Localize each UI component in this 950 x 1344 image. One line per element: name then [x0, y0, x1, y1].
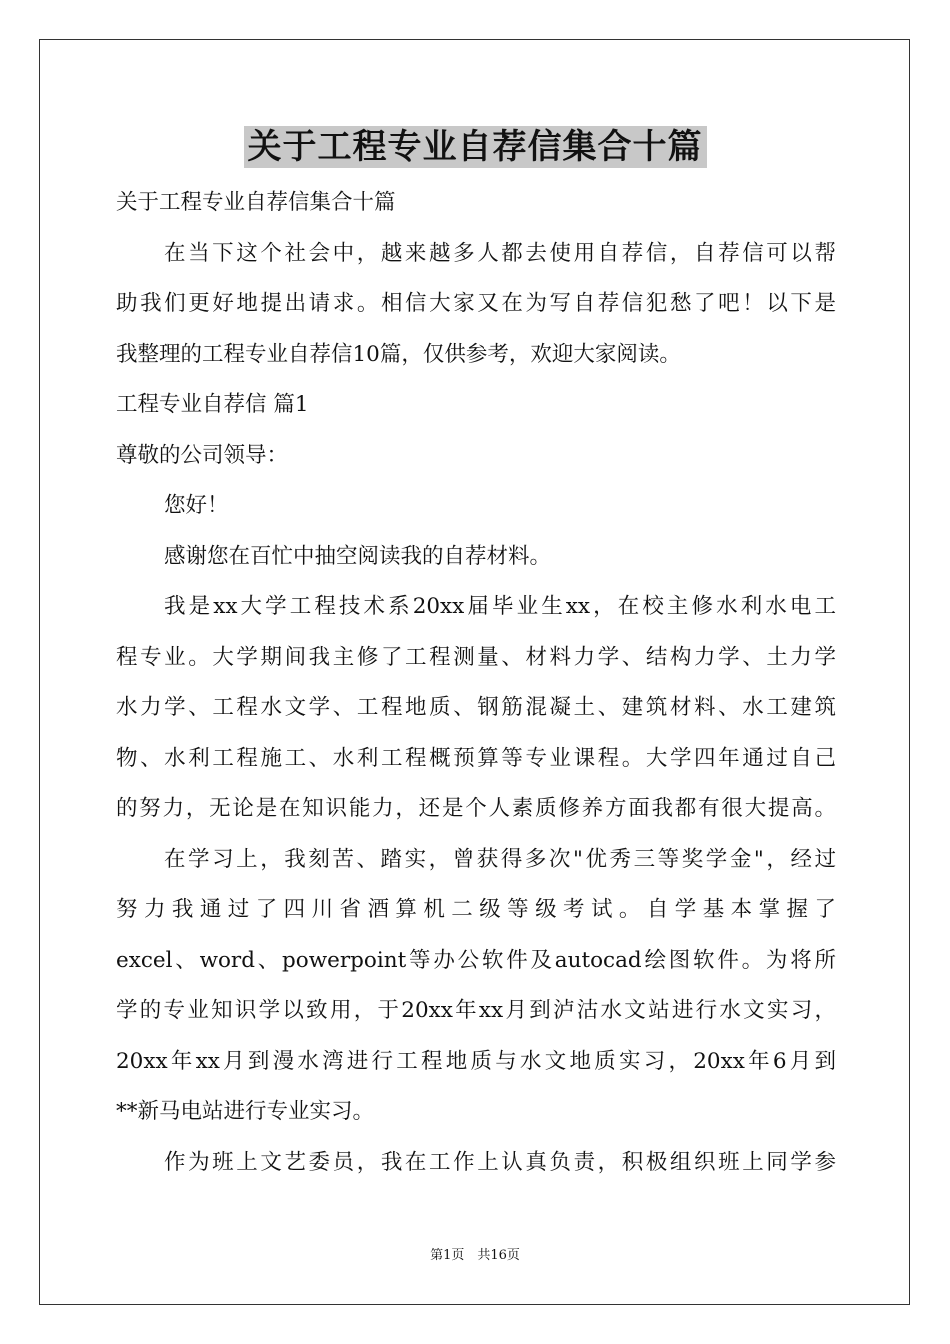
text-line: 尊敬的公司领导：: [116, 442, 289, 468]
text-line: 水力学、工程水文学、工程地质、钢筋混凝土、建筑材料、水工建筑: [116, 695, 836, 720]
text-line: 在学习上，我刻苦、踏实，曾获得多次"优秀三等奖学金"，经过: [164, 846, 836, 872]
text-line: 程专业。大学期间我主修了工程测量、材料力学、结构力学、土力学: [116, 644, 836, 670]
text-line: 作为班上文艺委员，我在工作上认真负责，积极组织班上同学参: [164, 1149, 836, 1175]
text-line: 在当下这个社会中，越来越多人都去使用自荐信，自荐信可以帮: [164, 240, 836, 266]
document-title: 关于工程专业自荐信集合十篇: [244, 126, 707, 168]
text-line: **新马电站进行专业实习。: [116, 1099, 375, 1124]
page-footer: 第1页 共16页: [430, 1248, 520, 1263]
document-body: [116, 178, 836, 1188]
text-line: 我是xx大学工程技术系20xx届毕业生xx，在校主修水利水电工: [164, 594, 836, 619]
text-line: 的努力，无论是在知识能力，还是个人素质修养方面我都有很大提高。: [116, 796, 836, 821]
text-line: 助我们更好地提出请求。相信大家又在为写自荐信犯愁了吧！以下是: [116, 291, 836, 316]
text-line: 关于工程专业自荐信集合十篇: [116, 190, 396, 215]
text-line: 学的专业知识学以致用，于20xx年xx月到泸沽水文站进行水文实习，: [116, 998, 836, 1023]
text-line: 物、水利工程施工、水利工程概预算等专业课程。大学四年通过自己: [116, 745, 836, 771]
text-line: 工程专业自荐信 篇1: [116, 392, 309, 417]
text-line: 20xx年xx月到漫水湾进行工程地质与水文地质实习，20xx年6月到: [116, 1048, 836, 1074]
text-line: 努力我通过了四川省酒算机二级等级考试。自学基本掌握了: [116, 897, 836, 922]
text-line: 感谢您在百忙中抽空阅读我的自荐材料。: [164, 543, 552, 569]
text-line: 我整理的工程专业自荐信10篇，仅供参考，欢迎大家阅读。: [116, 341, 681, 367]
text-line: excel、word、powerpoint等办公软件及autocad绘图软件。为将所: [116, 947, 836, 973]
text-line: 您好！: [164, 493, 229, 518]
title-area: [0, 126, 950, 168]
